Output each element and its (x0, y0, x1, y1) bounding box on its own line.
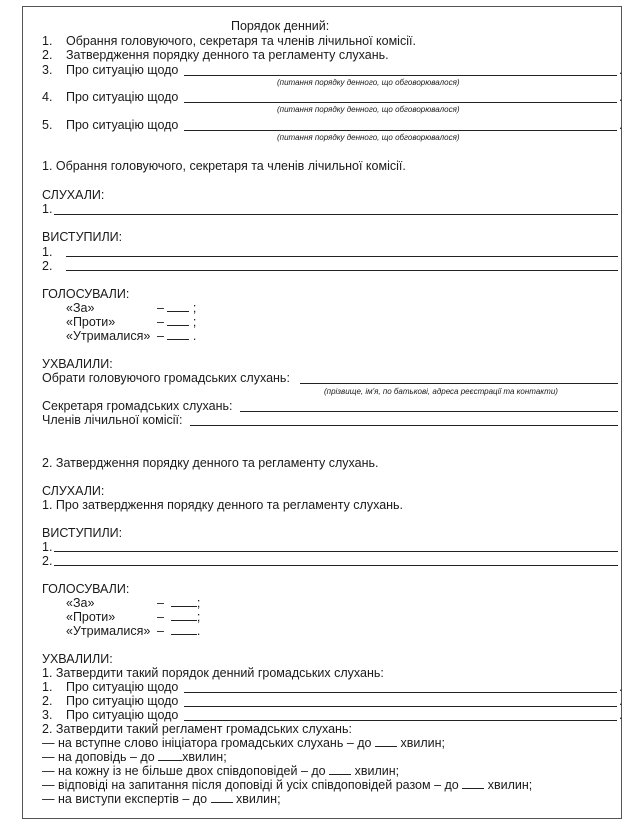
sec2-agenda-item-1-blank[interactable] (184, 692, 617, 693)
sec2-vote-for: «За» (66, 596, 95, 610)
agenda-end: . (619, 118, 623, 132)
agenda-item-5: 5. Про ситуацію щодо (42, 118, 179, 132)
agenda-title: Порядок денний: (231, 19, 330, 33)
sec1-secretary-blank[interactable] (240, 411, 618, 412)
sec1-spoke-num-2: 2. (42, 259, 53, 273)
sec2-spoke-num-1: 1. (42, 540, 53, 554)
sec1-voted-label: ГОЛОСУВАЛИ: (42, 287, 130, 301)
sec1-heading: 1. Обрання головуючого, секретаря та членів лічильної комісії. (42, 159, 406, 173)
sec2-agenda-item-3: 3. Про ситуацію щодо (42, 708, 179, 722)
agenda-hint: (питання порядку денного, що обговорювалося) (277, 105, 460, 114)
sec1-vote-abstain-count[interactable]: – . (157, 329, 197, 343)
sec2-heard-label: СЛУХАЛИ: (42, 484, 105, 498)
rule-item-5[interactable]: — на виступи експертів – до хвилин; (42, 792, 281, 806)
sec1-spoke-label: ВИСТУПИЛИ: (42, 230, 123, 244)
sec1-spoke-blank-1[interactable] (66, 256, 618, 257)
sec2-spoke-blank-1[interactable] (54, 551, 618, 552)
sec2-vote-against-count[interactable]: – ; (157, 610, 201, 624)
sec2-voted-label: ГОЛОСУВАЛИ: (42, 582, 130, 596)
rule-item-3[interactable]: — на кожну із не більше двох співдоповідей – до хвилин; (42, 764, 400, 778)
agenda-item-5-blank[interactable] (184, 130, 617, 131)
agenda-end: . (619, 63, 623, 77)
sec1-chair-label: Обрати головуючого громадських слухань: (42, 371, 290, 385)
agenda-hint: (питання порядку денного, що обговорювалося) (277, 78, 460, 87)
sec2-heading: 2. Затвердження порядку денного та регламенту слухань. (42, 456, 379, 470)
agenda-item-4-blank[interactable] (184, 102, 617, 103)
sec2-agenda-item-2-blank[interactable] (184, 706, 617, 707)
sec1-vote-for: «За» (66, 301, 95, 315)
rule-item-1[interactable]: — на вступне слово ініціатора громадських слухань – до хвилин; (42, 736, 445, 750)
sec2-vote-abstain-count[interactable]: – . (157, 624, 201, 638)
sec1-vote-against: «Проти» (66, 315, 116, 329)
sec2-agenda-end: . (619, 694, 623, 708)
sec1-spoke-blank-2[interactable] (66, 270, 618, 271)
sec1-vote-abstain: «Утрималися» (66, 329, 151, 343)
sec1-spoke-num-1: 1. (42, 245, 53, 259)
sec1-resolved-label: УХВАЛИЛИ: (42, 357, 113, 371)
sec2-spoke-blank-2[interactable] (54, 565, 618, 566)
sec1-vote-for-count[interactable]: – ; (157, 301, 197, 315)
agenda-item-3-blank[interactable] (184, 75, 617, 76)
sec2-approve-agenda: 1. Затвердити такий порядок денний громадських слухань: (42, 666, 384, 680)
rule-item-2[interactable]: — на доповідь – до хвилин; (42, 750, 227, 764)
sec2-vote-against: «Проти» (66, 610, 116, 624)
agenda-hint: (питання порядку денного, що обговорювалося) (277, 133, 460, 142)
sec2-heard-item: 1. Про затвердження порядку денного та регламенту слухань. (42, 498, 404, 512)
agenda-end: . (619, 90, 623, 104)
sec2-resolved-label: УХВАЛИЛИ: (42, 652, 113, 666)
sec2-agenda-item-2: 2. Про ситуацію щодо (42, 694, 179, 708)
sec1-members-label: Членів лічильної комісії: (42, 413, 183, 427)
sec2-vote-abstain: «Утрималися» (66, 624, 151, 638)
sec2-agenda-item-3-blank[interactable] (184, 720, 617, 721)
sec1-secretary-label: Секретаря громадських слухань: (42, 399, 233, 413)
rule-item-4[interactable]: — відповіді на запитання після доповіді й усіх співдоповідей разом – до хвилин; (42, 778, 533, 792)
sec2-agenda-item-1: 1. Про ситуацію щодо (42, 680, 179, 694)
sec1-members-blank[interactable] (190, 425, 618, 426)
agenda-item-2: 2. Затвердження порядку денного та регламенту слухань. (42, 48, 389, 62)
agenda-item-4: 4. Про ситуацію щодо (42, 90, 179, 104)
sec2-agenda-end: . (619, 708, 623, 722)
sec2-spoke-num-2: 2. (42, 554, 53, 568)
sec1-heard-num: 1. (42, 202, 53, 216)
sec1-chair-hint: (прізвище, ім'я, по батькові, адреса реєстрації та контакти) (324, 387, 558, 396)
sec2-spoke-label: ВИСТУПИЛИ: (42, 526, 123, 540)
sec1-heard-blank[interactable] (54, 214, 618, 215)
sec1-vote-against-count[interactable]: – ; (157, 315, 197, 329)
sec2-vote-for-count[interactable]: – ; (157, 596, 201, 610)
agenda-item-3: 3. Про ситуацію щодо (42, 63, 179, 77)
sec2-agenda-end: . (619, 680, 623, 694)
sec1-heard-label: СЛУХАЛИ: (42, 188, 105, 202)
sec1-chair-blank[interactable] (300, 383, 618, 384)
agenda-item-1: 1. Обрання головуючого, секретаря та членів лічильної комісії. (42, 34, 416, 48)
sec2-approve-rules: 2. Затвердити такий регламент громадських слухань: (42, 722, 352, 736)
